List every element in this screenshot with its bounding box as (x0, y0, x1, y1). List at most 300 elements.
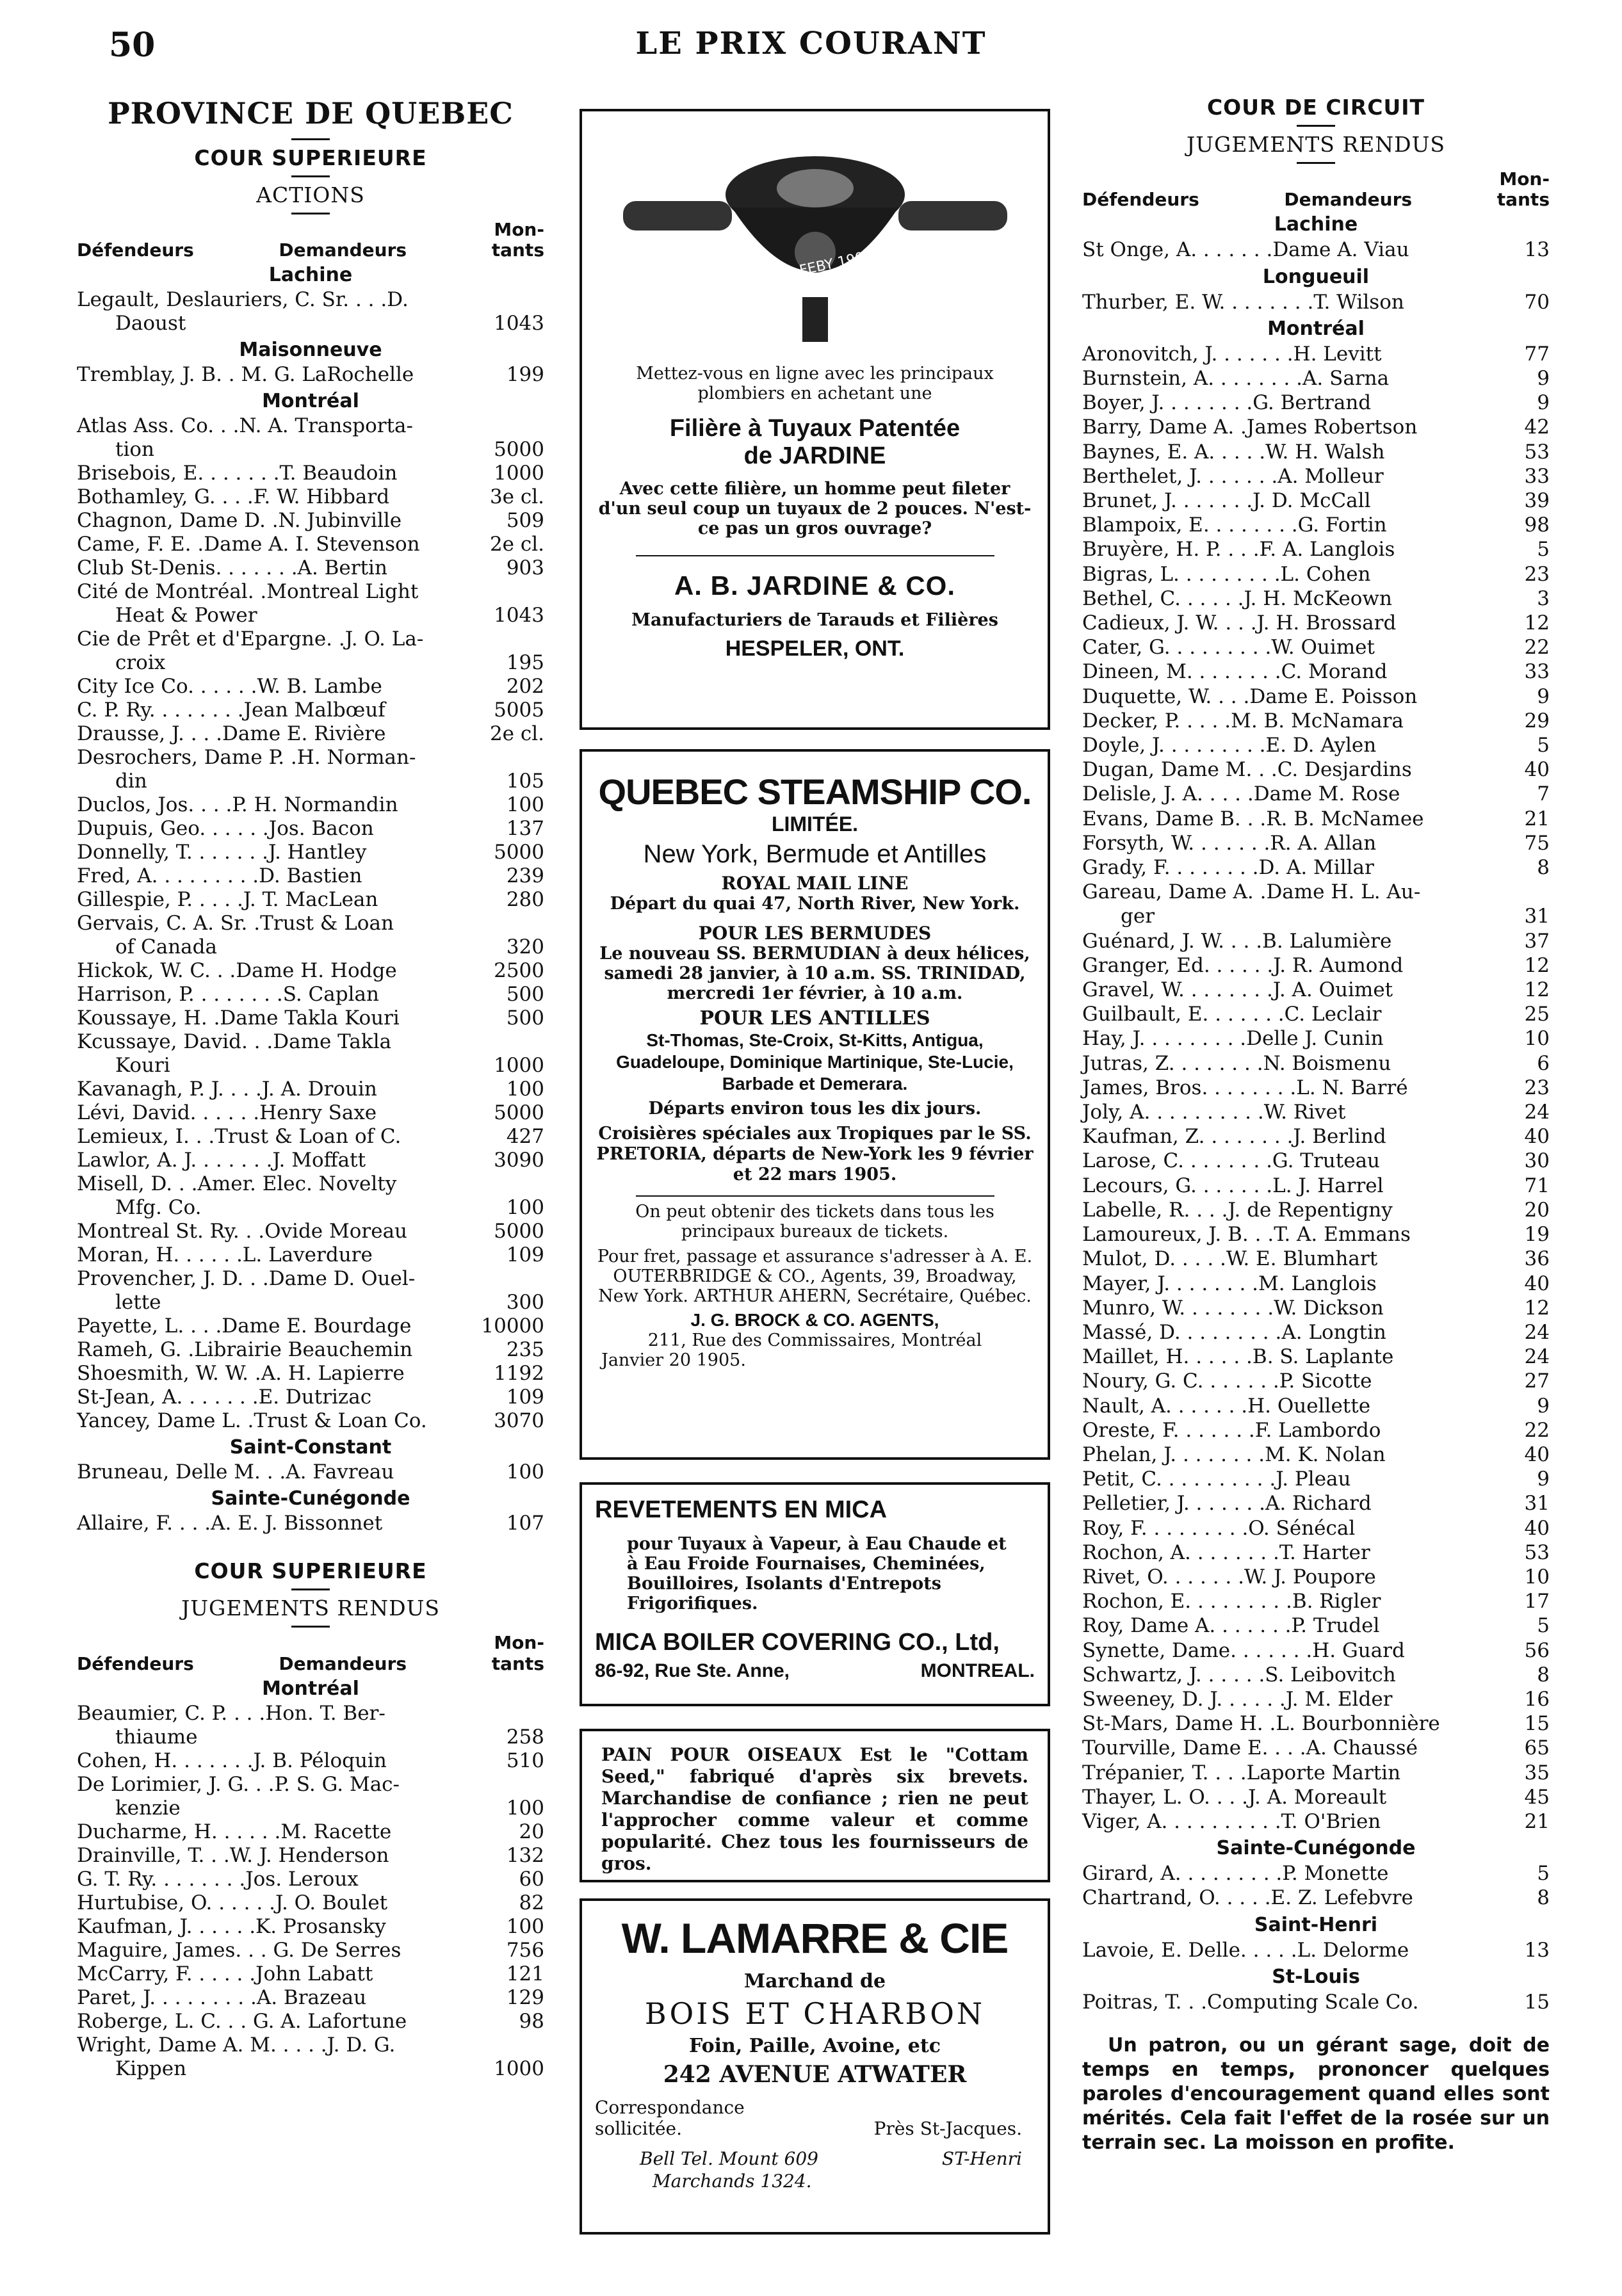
entry-amount: 15 (1524, 1712, 1550, 1736)
entry-amount: 239 (506, 864, 544, 888)
judgment-entry (1082, 537, 1550, 562)
entry-parties: Dineen, M. . . . . . . .C. Morand (1082, 660, 1388, 684)
section-subtitle: ACTIONS (256, 182, 365, 207)
place-heading: Lachine (1274, 213, 1358, 236)
entry-parties: Phelan, J. . . . . . . .M. K. Nolan (1082, 1443, 1386, 1466)
court-title: COUR SUPERIEURE (194, 145, 427, 170)
entry-parties: James, Bros. . . . . . . .L. N. Barré (1082, 1076, 1408, 1099)
judgment-entry (77, 793, 544, 817)
entry-parties: Schwartz, J. . . . . .S. Leibovitch (1082, 1663, 1396, 1686)
entry-amount: 7 (1537, 782, 1550, 806)
entry-amount: 195 (506, 651, 544, 675)
divider (636, 1195, 994, 1197)
judgment-entry (77, 556, 544, 580)
entry-amount: 53 (1524, 1540, 1550, 1564)
entry-parties: Roy, Dame A. . . . . . .P. Trudel (1082, 1614, 1380, 1638)
entry-parties: Barry, Dame A. .James Robertson (1082, 416, 1418, 439)
judgment-entry (1082, 513, 1550, 537)
entry-amount: 42 (1524, 416, 1550, 439)
antilles-text: St-Thomas, Ste-Croix, St-Kitts, Antigua, Guadeloupe, Dominique Martinique, Ste-Lucie, Barbade et Demerara. (616, 1030, 1014, 1094)
entry-amount: 107 (506, 1512, 544, 1535)
entry-parties: Donnelly, T. . . . . . .J. Hantley (77, 841, 367, 864)
divider (291, 138, 330, 140)
entry-amount: 19 (1524, 1223, 1550, 1247)
entry-parties: St-Mars, Dame H. .L. Bourbonnière (1082, 1712, 1440, 1736)
judgment-entry (77, 1362, 544, 1386)
entry-parties: Munro, W. . . . . . . .W. Dickson (1082, 1296, 1384, 1320)
mica-company: MICA BOILER COVERING CO., Ltd, (595, 1629, 1000, 1656)
lamarre-name: W. LAMARRE & CIE (621, 1914, 1009, 1962)
entry-parties: Dugan, Dame M. . .C. Desjardins (1082, 758, 1412, 782)
judgment-entry (1082, 1687, 1550, 1711)
header-demandeurs: Demandeurs (1284, 189, 1413, 211)
entry-parties: Thayer, L. O. . . .J. A. Moreault (1082, 1785, 1387, 1809)
tickets-text: On peut obtenir des tickets dans tous les principaux bureaux de tickets. (635, 1202, 994, 1241)
jardine-city: HESPELER, ONT. (725, 636, 905, 661)
entry-amount: 500 (506, 1007, 544, 1030)
entry-parties: Guénard, J. W. . . .B. Lalumière (1082, 929, 1392, 953)
judgment-entry (1082, 1761, 1550, 1785)
judgment-entry (1082, 1002, 1550, 1026)
entry-amount: 31 (1524, 1492, 1550, 1516)
judgment-entry (1082, 586, 1550, 611)
judgment-entry (1082, 953, 1550, 978)
entry-parties: Larose, C. . . . . . . .G. Truteau (1082, 1149, 1381, 1173)
judgment-entry (77, 912, 544, 959)
entry-parties: Rivet, O. . . . . . .W. J. Poupore (1082, 1565, 1376, 1589)
judgment-entry (77, 363, 544, 387)
entry-parties: Gareau, Dame A. .Dame H. L. Au- ger (1082, 880, 1421, 928)
entry-parties: Tourville, Dame E. . . .A. Chaussé (1082, 1736, 1418, 1760)
header-defendeurs: Défendeurs (77, 239, 194, 261)
entry-amount: 1000 (494, 462, 544, 485)
entry-parties: St-Jean, A. . . . . . .E. Dutrizac (77, 1386, 372, 1409)
steamship-routes: New York, Bermude et Antilles (643, 840, 987, 868)
judgment-entry (77, 1986, 544, 2010)
entry-parties: Dupuis, Geo. . . . . .Jos. Bacon (77, 817, 374, 841)
entry-amount: 6 (1537, 1051, 1550, 1075)
entry-amount: 98 (1524, 513, 1550, 537)
steamship-limitee: LIMITÉE. (771, 812, 859, 836)
entry-parties: Gervais, C. A. Sr. .Trust & Loan of Canada (77, 912, 394, 959)
entry-amount: 36 (1524, 1247, 1550, 1271)
entry-amount: 100 (506, 1796, 544, 1820)
header-demandeurs: Demandeurs (279, 1653, 407, 1674)
entry-amount: 3e cl. (489, 485, 544, 509)
steamship-mail: ROYAL MAIL LINE (721, 873, 909, 894)
judgment-entry (1082, 782, 1550, 806)
place-heading: Montréal (262, 390, 359, 413)
entry-amount: 280 (506, 888, 544, 912)
judgment-entry (1082, 1613, 1550, 1638)
bermudes-heading: POUR LES BERMUDES (698, 923, 932, 944)
antilles-heading: POUR LES ANTILLES (699, 1007, 930, 1030)
entry-parties: Burnstein, A. . . . . . . .A. Sarna (1082, 366, 1390, 390)
judgment-entry (1082, 1076, 1550, 1100)
entry-amount: 3070 (494, 1409, 544, 1433)
entry-parties: Mulot, D. . . . .W. E. Blumhart (1082, 1247, 1378, 1271)
entry-parties: Synette, Dame. . . . . . .H. Guard (1082, 1638, 1405, 1662)
judgment-entry (1082, 238, 1550, 262)
lamarre-address: 242 AVENUE ATWATER (663, 2061, 967, 2088)
header-montants: Mon- tants (491, 219, 544, 261)
entry-amount: 20 (519, 1820, 544, 1843)
place-heading: Saint-Constant (229, 1436, 392, 1459)
judgment-entry (77, 533, 544, 556)
entry-parties: Atlas Ass. Co. . .N. A. Transporta- tion (77, 414, 414, 462)
judgment-entry (77, 1314, 544, 1338)
entry-amount: 8 (1537, 1886, 1550, 1910)
entry-amount: 31 (1524, 905, 1550, 928)
entry-amount: 100 (506, 1196, 544, 1220)
entry-parties: Petit, C. . . . . . . . . .J. Pleau (1082, 1467, 1351, 1491)
judgment-entry (1082, 1345, 1550, 1369)
judgment-entry (77, 675, 544, 699)
bermudes-text: Le nouveau SS. BERMUDIAN à deux hélices, samedi 28 janvier, à 10 a.m. SS. TRINIDAD, mercredi 1er février, à 10 a.m. (599, 944, 1030, 1003)
entry-parties: Wright, Dame A. M. . . . .J. D. G. Kippen (77, 2033, 396, 2080)
judgment-entry (77, 1125, 544, 1149)
judgment-entry (1082, 1247, 1550, 1271)
judgment-entry (77, 864, 544, 888)
entry-parties: Roberge, L. C. . . G. A. Lafortune (77, 2009, 407, 2033)
judgment-entry (77, 1078, 544, 1101)
entry-amount: 5 (1537, 538, 1550, 562)
judgment-entry (1082, 1861, 1550, 1886)
entry-parties: McCarry, F. . . . . .John Labatt (77, 1962, 373, 1985)
ad-pain-oiseaux (580, 1729, 1050, 1882)
column-header (1082, 169, 1550, 210)
judgment-entry (1082, 978, 1550, 1002)
entry-amount: 2e cl. (489, 722, 544, 746)
jardine-intro: Mettez-vous en ligne avec les principaux plombiers en achetant une (636, 364, 994, 403)
entry-parties: Cité de Montréal. .Montreal Light Heat & Power (77, 580, 419, 627)
jardine-description: Avec cette filière, un homme peut fileter d'un seul coup un tuyaux de 2 pouces. N'est-ce pas un gros ouvrage? (598, 479, 1032, 538)
judgment-entry (77, 627, 544, 675)
header-defendeurs: Défendeurs (1082, 189, 1199, 211)
entry-parties: Club St-Denis. . . . . . .A. Bertin (77, 556, 387, 580)
judgment-entry (77, 1844, 544, 1868)
entry-amount: 8 (1537, 856, 1550, 880)
entry-parties: Bigras, L. . . . . . . . .L. Cohen (1082, 562, 1371, 586)
judgment-entry (1082, 1369, 1550, 1393)
entry-amount: 5000 (494, 1101, 544, 1125)
steamship-date: Janvier 20 1905. (601, 1350, 746, 1370)
entry-parties: Gillespie, P. . . . .J. T. MacLean (77, 888, 378, 912)
judgment-entry (1082, 562, 1550, 586)
judgment-entry (77, 1512, 544, 1535)
entry-parties: Koussaye, H. .Dame Takla Kouri (77, 1007, 400, 1030)
judgment-entry (77, 414, 544, 462)
entry-parties: Harrison, P. . . . . . . .S. Caplan (77, 983, 379, 1007)
judgment-entry (77, 462, 544, 485)
entry-parties: Bothamley, G. . . .F. W. Hibbard (77, 485, 390, 509)
divider (291, 1626, 330, 1628)
entry-parties: Boyer, J. . . . . . . .G. Bertrand (1082, 391, 1372, 415)
entry-parties: Berthelet, J. . . . . . .A. Molleur (1082, 464, 1384, 488)
entry-amount: 2e cl. (489, 533, 544, 556)
judgment-entry (1082, 290, 1550, 314)
judgment-entry (1082, 1711, 1550, 1736)
entry-parties: Labelle, R. . . .J. de Repentigny (1082, 1198, 1393, 1222)
lamarre-bell: Bell Tel. Mount 609 (640, 2148, 818, 2169)
entry-parties: Fred, A. . . . . . . . .D. Bastien (77, 864, 362, 888)
entry-amount: 756 (506, 1938, 544, 1962)
entry-amount: 1000 (494, 1054, 544, 1078)
entry-amount: 5000 (494, 1220, 544, 1243)
entry-amount: 8 (1537, 1663, 1550, 1686)
judgment-entry (1082, 366, 1550, 391)
entry-amount: 71 (1524, 1174, 1550, 1197)
judgment-entry (1082, 1149, 1550, 1173)
place-heading: Saint-Henri (1254, 1913, 1378, 1936)
entry-amount: 202 (506, 675, 544, 699)
entry-amount: 33 (1524, 464, 1550, 488)
place-heading: Montréal (1267, 317, 1365, 340)
judgment-entry (77, 746, 544, 793)
judgment-entry (77, 841, 544, 864)
entry-parties: City Ice Co. . . . . .W. B. Lambe (77, 675, 382, 699)
entry-parties: Decker, P. . . . .M. B. McNamara (1082, 709, 1404, 732)
place-heading: Longueuil (1262, 265, 1370, 288)
entry-parties: Lamoureux, J. B. . .T. A. Emmans (1082, 1223, 1411, 1247)
entry-amount: 235 (506, 1338, 544, 1362)
croisieres-text: Croisières spéciales aux Tropiques par le SS. PRETORIA, départs de New-York les 9 février et 22 mars 1905. (596, 1124, 1034, 1184)
entry-amount: 1000 (494, 2057, 544, 2080)
judgment-entry (77, 1030, 544, 1078)
judgment-entry (77, 1773, 544, 1820)
judgment-entry (77, 983, 544, 1007)
entry-amount: 109 (506, 1243, 544, 1267)
judgment-entry (1082, 1198, 1550, 1222)
judgment-entry (1082, 929, 1550, 953)
lamarre-phone-row (640, 2148, 1022, 2169)
judgment-entry (1082, 1663, 1550, 1687)
judgment-entry (1082, 611, 1550, 635)
place-heading: St-Louis (1272, 1965, 1360, 1988)
entry-amount: 5000 (494, 438, 544, 462)
entry-parties: Evans, Dame B. . .R. B. McNamee (1082, 807, 1424, 830)
entry-parties: Kaufman, Z. . . . . . . .J. Berlind (1082, 1125, 1386, 1149)
entry-amount: 100 (506, 1078, 544, 1101)
judgment-entry (77, 1962, 544, 1986)
steamship-depart: Départ du quai 47, North River, New York. (610, 894, 1020, 914)
judgment-entry (1082, 1589, 1550, 1613)
place-heading: Sainte-Cunégonde (1216, 1837, 1416, 1860)
judgment-entry (1082, 1736, 1550, 1760)
entry-parties: Maillet, H. . . . . .B. S. Laplante (1082, 1345, 1394, 1369)
judgment-entry (1082, 635, 1550, 659)
mica-address: 86-92, Rue Ste. Anne, (595, 1660, 790, 1681)
entry-parties: Chagnon, Dame D. .N. Jubinville (77, 509, 402, 533)
entry-parties: Kavanagh, P. J. . . .J. A. Drouin (77, 1078, 377, 1101)
judgment-entry (77, 1149, 544, 1172)
entry-amount: 320 (506, 935, 544, 959)
judgment-entry (1082, 1026, 1550, 1051)
entry-parties: Hickok, W. C. . .Dame H. Hodge (77, 959, 397, 983)
entry-amount: 9 (1537, 391, 1550, 415)
entry-amount: 24 (1524, 1345, 1550, 1369)
entry-parties: Rochon, A. . . . . . . .T. Harter (1082, 1540, 1370, 1564)
judgment-entry (77, 1172, 544, 1220)
column-cour-circuit (1082, 90, 1550, 2155)
judgment-entry (1082, 1296, 1550, 1320)
divider (636, 555, 994, 556)
lamarre-correspondance: Correspondance sollicitée. (595, 2097, 745, 2139)
entry-amount: 3 (1537, 586, 1550, 610)
entry-parties: Sweeney, D. J. . . . . .J. M. Elder (1082, 1687, 1393, 1711)
judgment-entry (77, 1915, 544, 1939)
court-title: COUR SUPERIEURE (194, 1558, 427, 1584)
judgment-entry (1082, 1491, 1550, 1516)
entry-parties: Moran, H. . . . . .L. Laverdure (77, 1243, 373, 1267)
steamship-address: 211, Rue des Commissaires, Montréal (647, 1330, 982, 1350)
entry-parties: C. P. Ry. . . . . . . .Jean Malbœuf (77, 699, 385, 722)
entry-amount: 12 (1524, 1296, 1550, 1320)
judgment-entry (1082, 1516, 1550, 1540)
entry-parties: Brunet, J. . . . . . .J. D. McCall (1082, 489, 1371, 512)
place-heading: Maisonneuve (239, 339, 382, 362)
judgment-entry (1082, 1418, 1550, 1443)
entry-amount: 1043 (494, 312, 544, 336)
jugements-list (77, 1678, 544, 2081)
province-title: PROVINCE DE QUEBEC (108, 96, 514, 131)
mica-title: REVETEMENTS EN MICA (595, 1496, 888, 1523)
entry-parties: Granger, Ed. . . . . .J. R. Aumond (1082, 953, 1404, 977)
judgment-entry (77, 1338, 544, 1362)
entry-amount: 10 (1524, 1027, 1550, 1051)
judgment-entry (1082, 1100, 1550, 1124)
entry-parties: Drausse, J. . . .Dame E. Rivière (77, 722, 386, 746)
entry-amount: 199 (506, 363, 544, 387)
entry-parties: Noury, G. C. . . . . . .P. Sicotte (1082, 1370, 1372, 1393)
entry-parties: Cadieux, J. W. . . .J. H. Brossard (1082, 611, 1397, 635)
entry-amount: 24 (1524, 1320, 1550, 1344)
entry-amount: 1192 (494, 1362, 544, 1386)
place-heading: Montréal (262, 1677, 359, 1700)
judgment-entry (1082, 880, 1550, 928)
judgment-entry (1082, 1886, 1550, 1910)
judgment-entry (1082, 1272, 1550, 1296)
section-subtitle: JUGEMENTS RENDUS (181, 1596, 441, 1621)
entry-amount: 60 (519, 1867, 544, 1891)
judgment-entry (1082, 1124, 1550, 1149)
entry-amount: 40 (1524, 1516, 1550, 1540)
entry-amount: 40 (1524, 758, 1550, 782)
judgment-entry (77, 1702, 544, 1749)
entry-amount: 65 (1524, 1736, 1550, 1760)
entry-parties: Montreal St. Ry. . .Ovide Moreau (77, 1220, 408, 1243)
judgment-entry (1082, 342, 1550, 366)
entry-amount: 82 (519, 1891, 544, 1914)
entry-parties: Kcussaye, David. . .Dame Takla Kouri (77, 1030, 392, 1078)
entry-parties: Jutras, Z. . . . . . . .N. Boismenu (1082, 1051, 1391, 1075)
entry-amount: 40 (1524, 1125, 1550, 1149)
judgment-entry (77, 699, 544, 722)
judgment-entry (77, 1007, 544, 1030)
entry-parties: Cohen, H. . . . . . .J. B. Péloquin (77, 1749, 387, 1772)
entry-amount: 40 (1524, 1443, 1550, 1466)
judgment-entry (1082, 391, 1550, 415)
entry-parties: Trépanier, T. . . .Laporte Martin (1082, 1761, 1401, 1784)
entry-amount: 9 (1537, 1394, 1550, 1418)
entry-parties: Bruyère, H. P. . . .F. A. Langlois (1082, 538, 1395, 562)
header-defendeurs: Défendeurs (77, 1653, 194, 1674)
place-heading: Sainte-Cunégonde (211, 1487, 410, 1510)
judgment-entry (1082, 1320, 1550, 1345)
judgment-entry (77, 1409, 544, 1433)
page-number: 50 (109, 26, 156, 65)
judgment-entry (1082, 807, 1550, 831)
entry-parties: Bethel, C. . . . . .J. H. McKeown (1082, 586, 1392, 610)
entry-amount: 17 (1524, 1590, 1550, 1613)
entry-parties: G. T. Ry. . . . . . . .Jos. Leroux (77, 1867, 359, 1891)
entry-parties: Duclos, Jos. . . .P. H. Normandin (77, 793, 398, 817)
jardine-product-line2: de JARDINE (743, 442, 886, 469)
place-heading: Lachine (268, 264, 353, 287)
entry-amount: 22 (1524, 636, 1550, 659)
judgment-entry (1082, 1051, 1550, 1076)
entry-parties: Desrochers, Dame P. .H. Norman- din (77, 746, 416, 793)
entry-amount: 100 (506, 1460, 544, 1484)
entry-parties: Hurtubise, O. . . . . .J. O. Boulet (77, 1891, 388, 1914)
court-title: COUR DE CIRCUIT (1206, 95, 1425, 120)
judgment-entry (1082, 733, 1550, 757)
entry-parties: Baynes, E. A. . . . .W. H. Walsh (1082, 440, 1385, 464)
judgment-entry (1082, 709, 1550, 733)
entry-parties: Blampoix, E. . . . . . . .G. Fortin (1082, 513, 1387, 537)
entry-parties: Hay, J. . . . . . . . .Delle J. Cunin (1082, 1027, 1384, 1051)
judgment-entry (1082, 855, 1550, 880)
judgment-entry (77, 959, 544, 983)
entry-amount: 10000 (481, 1314, 544, 1338)
ad-quebec-steamship (580, 749, 1050, 1460)
entry-parties: Joly, A. . . . . . . . . .W. Rivet (1082, 1101, 1346, 1124)
judgment-entry (77, 580, 544, 627)
entry-amount: 9 (1537, 1467, 1550, 1491)
jardine-tagline: Manufacturiers de Tarauds et Filières (631, 610, 998, 630)
lamarre-product: BOIS ET CHARBON (644, 1996, 985, 2031)
page-header (0, 26, 1622, 70)
entry-parties: Oreste, F. . . . . . .F. Lambordo (1082, 1418, 1381, 1442)
entry-amount: 12 (1524, 611, 1550, 635)
entry-amount: 35 (1524, 1761, 1550, 1784)
column-header (77, 1633, 544, 1674)
judgment-entry (1082, 1990, 1550, 2014)
lamarre-pres: Près St-Jacques. (873, 2118, 1022, 2139)
entry-parties: Drainville, T. . .W. J. Henderson (77, 1843, 389, 1867)
entry-amount: 510 (506, 1749, 544, 1772)
divider (291, 213, 330, 214)
entry-amount: 1043 (494, 604, 544, 627)
steamship-agents: J. G. BROCK & CO. AGENTS, (690, 1310, 939, 1330)
entry-amount: 77 (1524, 342, 1550, 366)
entry-parties: Cater, G. . . . . . . . .W. Ouimet (1082, 636, 1375, 659)
entry-amount: 100 (506, 793, 544, 817)
header-montants: Mon- tants (491, 1632, 544, 1674)
pipe-threader-icon (610, 124, 1020, 355)
entry-parties: Girard, A. . . . . . . . .P. Monette (1082, 1862, 1389, 1886)
judgment-entry (77, 288, 544, 336)
entry-amount: 16 (1524, 1687, 1550, 1711)
entry-amount: 5 (1537, 1862, 1550, 1886)
entry-parties: Rochon, E. . . . . . . . .B. Rigler (1082, 1590, 1381, 1613)
entry-amount: 129 (506, 1985, 544, 2009)
entry-amount: 21 (1524, 1809, 1550, 1833)
entry-parties: Massé, D. . . . . . . . .A. Longtin (1082, 1320, 1386, 1344)
entry-amount: 13 (1524, 238, 1550, 262)
judgment-entry (1082, 684, 1550, 709)
entry-parties: Ducharme, H. . . . . .M. Racette (77, 1820, 392, 1843)
